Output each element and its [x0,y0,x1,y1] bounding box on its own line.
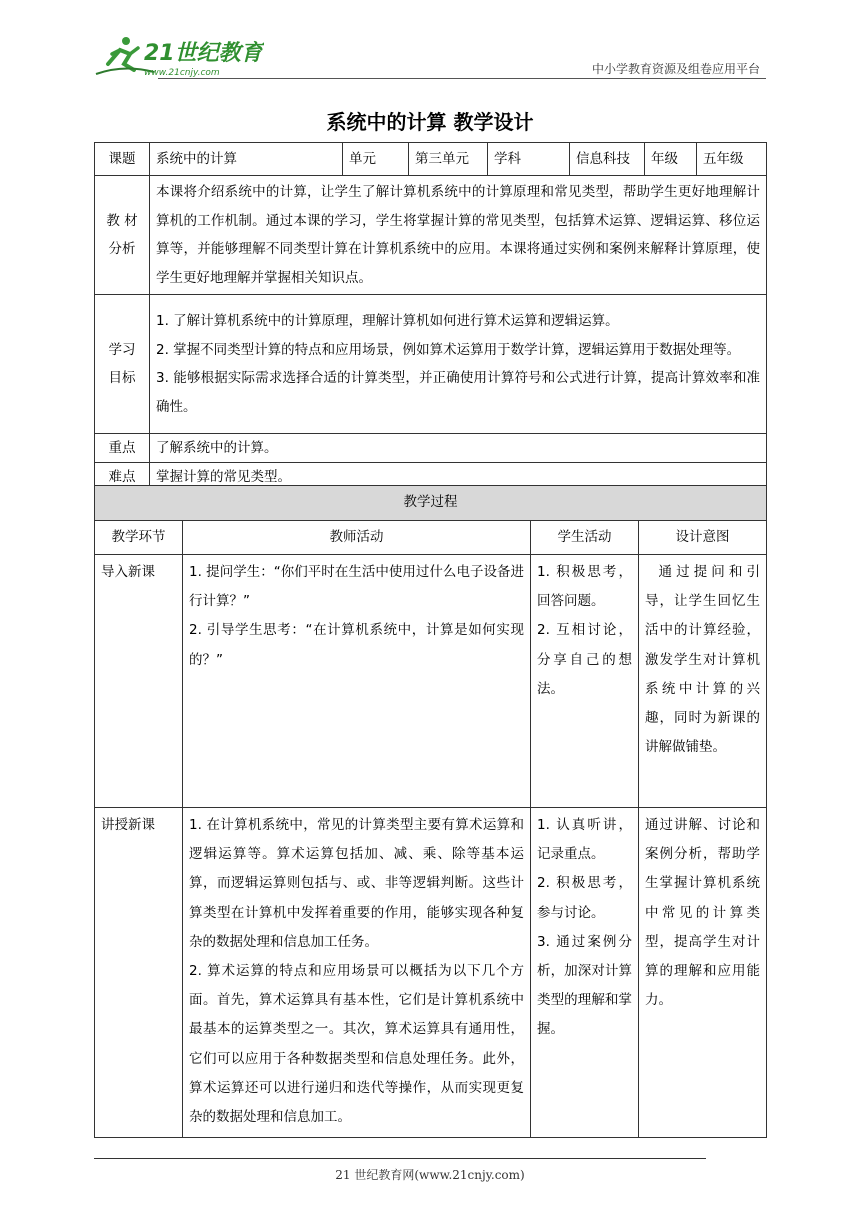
student-activity-cell [531,808,639,1138]
student-activity-item: 2. 互相讨论，分享自己的想法。 [537,622,632,697]
unit-value: 第三单元 [409,143,488,176]
col-header-student: 学生活动 [531,521,639,555]
student-activity-cell [531,555,639,808]
logo-url: www.21cnjy.com [144,68,220,78]
student-activity-item: 2. 积极思考，参与讨论。 [537,875,632,921]
table-row [95,555,767,808]
col-header-intent: 设计意图 [639,521,767,555]
student-activity-item: 1. 认真听讲，记录重点。 [537,817,632,863]
teacher-activity-item: 1. 在计算机系统中，常见的计算类型主要有算术运算和逻辑运算等。算术运算包括加、减、乘、除等基本运算，而逻辑运算则包括与、或、非等逻辑判断。这些计算类型在计算机中发挥着重要的作用，能够实现各种复杂的数据处理和信息加工任务。 [189,817,524,950]
stage-cell: 讲授新课 [95,808,183,1138]
student-activity-item: 3. 通过案例分析，加深对计算类型的理解和掌握。 [537,933,632,1038]
grade-value: 五年级 [697,143,767,176]
process-banner: 教学过程 [95,486,767,521]
footer-link[interactable]: 21 世纪教育网(www.21cnjy.com) [335,1168,525,1182]
unit-label: 单元 [343,143,409,176]
subject-value: 信息科技 [570,143,645,176]
logo-text: 21世纪教育 [144,41,263,66]
key-point-label: 重点 [95,434,150,463]
page-title: 系统中的计算 教学设计 [326,110,534,134]
teacher-activity-item: 2. 引导学生思考：“在计算机系统中，计算是如何实现的？” [189,622,524,668]
difficulty-label: 难点 [95,463,150,492]
col-header-teacher: 教师活动 [183,521,531,555]
logo-runner-icon [94,34,264,78]
topic-label: 课题 [95,143,150,176]
header-divider [158,78,766,79]
topic-value: 系统中的计算 [150,143,343,176]
difficulty-text: 掌握计算的常见类型。 [150,463,767,492]
teacher-activity-item: 1. 提问学生：“你们平时在生活中使用过什么电子设备进行计算？” [189,564,524,610]
analysis-label: 教 材 分析 [95,176,150,295]
design-intent-cell: 通过讲解、讨论和案例分析，帮助学生掌握计算机系统中常见的计算类型，提高学生对计算的理解和应用能力。 [639,808,767,1138]
platform-name: 中小学教育资源及组卷应用平台 [591,62,760,76]
goal-item: 2. 掌握不同类型计算的特点和应用场景，例如算术运算用于数学计算，逻辑运算用于数据处理等。 [156,341,741,358]
course-info-table [94,142,767,492]
teacher-activity-cell [183,808,531,1138]
table-row [95,808,767,1138]
goal-item: 1. 了解计算机系统中的计算原理，理解计算机如何进行算术运算和逻辑运算。 [156,313,619,329]
teacher-activity-item: 2. 算术运算的特点和应用场景可以概括为以下几个方面。首先，算术运算具有基本性，它们是计算机系统中最基本的运算类型之一。其次，算术运算具有通用性，它们可以应用于各种数据类型和信息处理任务。此外，算术运算还可以进行递归和迭代等操作，从而实现更复杂的数据处理和信息加工。 [189,963,524,1126]
student-activity-item: 1. 积极思考，回答问题。 [537,564,632,610]
stage-cell: 导入新课 [95,555,183,808]
design-intent-cell: 通过提问和引导，让学生回忆生活中的计算经验，激发学生对计算机系统中计算的兴趣，同时为新课的讲解做铺垫。 [639,555,767,808]
goals-label: 学习 目标 [95,295,150,434]
col-header-stage: 教学环节 [95,521,183,555]
goals-list [150,295,767,434]
analysis-text: 本课将介绍系统中的计算，让学生了解计算机系统中的计算原理和常见类型，帮助学生更好地理解计算机的工作机制。通过本课的学习，学生将掌握计算的常见类型，包括算术运算、逻辑运算、移位运算等，并能够理解不同类型计算在计算机系统中的应用。本课将通过实例和案例来解释计算原理，使学生更好地理解并掌握相关知识点。 [150,176,767,295]
teacher-activity-cell [183,555,531,808]
teaching-process-table [94,485,767,1138]
footer-divider [94,1158,706,1159]
grade-label: 年级 [645,143,697,176]
page-header [94,30,766,80]
subject-label: 学科 [488,143,570,176]
key-point-text: 了解系统中的计算。 [150,434,767,463]
goal-item: 3. 能够根据实际需求选择合适的计算类型，并正确使用计算符号和公式进行计算，提高计算效率和准确性。 [156,370,760,415]
